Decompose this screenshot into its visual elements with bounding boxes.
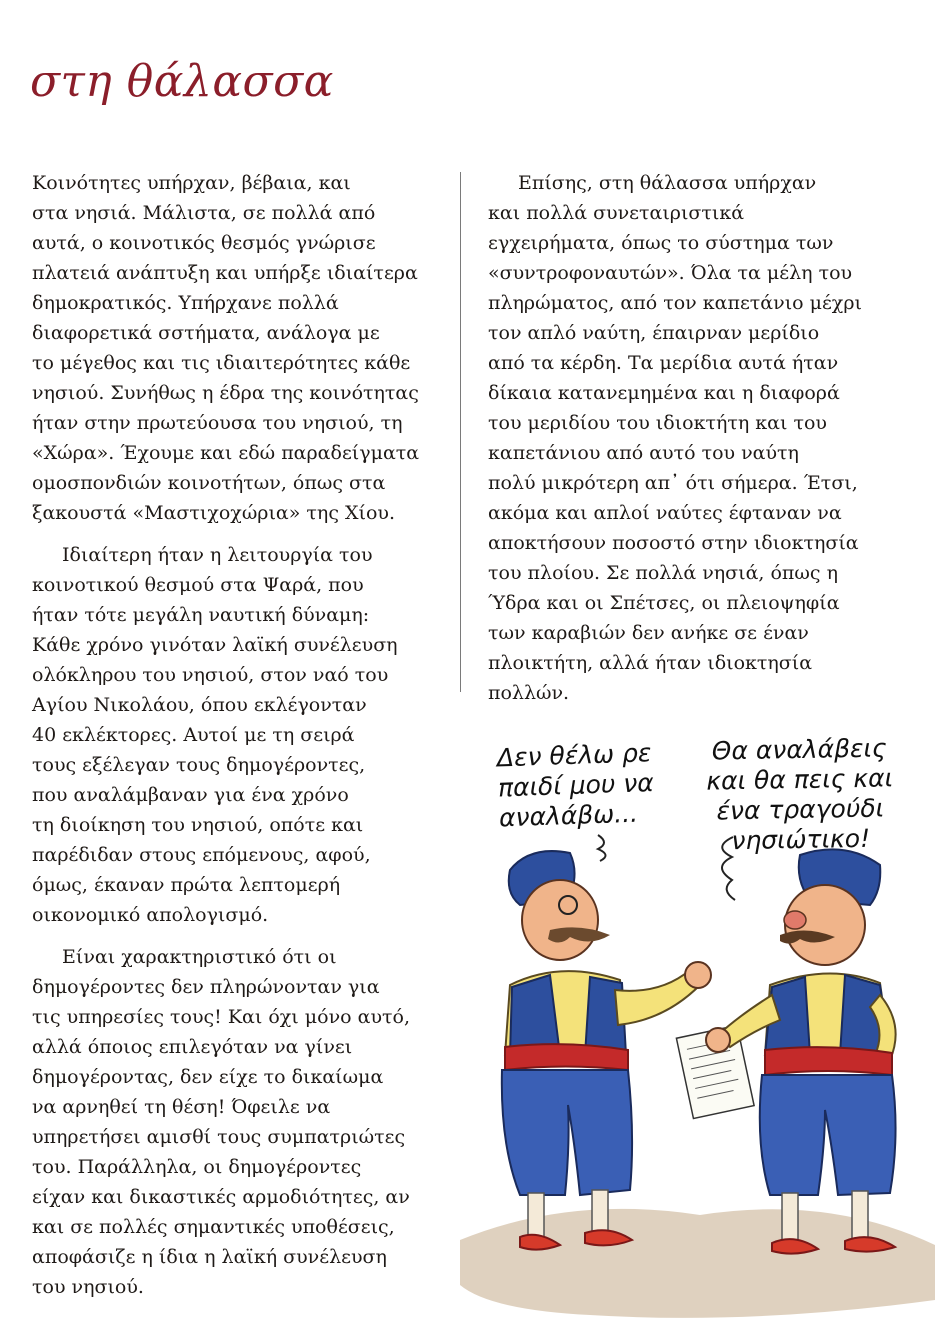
text-line: Ύδρα και οι Σπέτσες, οι πλειοψηφία [488, 592, 840, 614]
left-leg-2 [592, 1190, 608, 1235]
text-line: δίκαια κατανεμημένα και η διαφορά [488, 382, 840, 404]
left-speech-tail [598, 835, 606, 861]
bubble-line: αναλάβω... [498, 798, 639, 833]
right-nose [784, 911, 806, 929]
text-line: πλατειά ανάπτυξη και υπήρξε ιδιαίτερα [32, 262, 418, 284]
text-line: ξακουστά «Μαστιχοχώρια» της Χίου. [32, 502, 396, 524]
text-line: Επίσης, στη θάλασσα υπήρχαν [518, 172, 817, 194]
paragraph-1 [488, 168, 908, 708]
text-line: Κοινότητες υπήρχαν, βέβαια, και [32, 172, 351, 194]
text-line: που αναλάμβαναν για ένα χρόνο [32, 784, 349, 806]
paragraph-2 [32, 540, 442, 930]
text-line: παρέδιδαν στους επόμενους, αφού, [32, 844, 371, 866]
text-line: ήταν στην πρωτεύουσα του νησιού, τη [32, 412, 403, 434]
text-line: δημοκρατικός. Υπήρχανε πολλά [32, 292, 339, 314]
left-head [522, 880, 598, 960]
text-line: από τα κέρδη. Τα μερίδια αυτά ήταν [488, 352, 839, 374]
text-line: πληρώματος, από τον καπετάνιο μέχρι [488, 292, 862, 314]
text-line: και σε πολλές σημαντικές υποθέσεις, [32, 1216, 395, 1238]
text-line: διαφορετικά σστήματα, ανάλογα με [32, 322, 380, 344]
right-sash [765, 1047, 892, 1075]
text-line: τη διοίκηση του νησιού, οπότε και [32, 814, 364, 836]
text-line: όμως, έκαναν πρώτα λεπτομερή [32, 874, 341, 896]
text-line: Αγίου Νικολάου, όπου εκλέγονταν [32, 694, 367, 716]
text-line: νησιού. Συνήθως η έδρα της κοινότητας [32, 382, 419, 404]
text-line: των καραβιών δεν ανήκε σε έναν [488, 622, 809, 644]
left-column [32, 168, 442, 1302]
paragraph-1 [32, 168, 442, 528]
text-line: το μέγεθος και τις ιδιαιτερότητες κάθε [32, 352, 411, 374]
text-line: αυτά, ο κοινοτικός θεσμός γνώρισε [32, 232, 376, 254]
text-line: του νησιού. [32, 1276, 144, 1298]
text-line: του μεριδίου του ιδιοκτήτη και του [488, 412, 827, 434]
text-line: Είναι χαρακτηριστικό ότι οι [62, 946, 337, 968]
right-column [488, 168, 908, 708]
right-leg-2 [852, 1191, 868, 1241]
bubble-line: ένα τραγούδι [716, 793, 885, 826]
text-line: δημογέροντας, δεν είχε το δικαίωμα [32, 1066, 384, 1088]
text-line: Κάθε χρόνο γινόταν λαϊκή συνέλευση [32, 634, 398, 656]
text-line: καπετάνιου από αυτό του ναύτη [488, 442, 799, 464]
bubble-line: Θα αναλάβεις [711, 733, 887, 766]
text-line: στα νησιά. Μάλιστα, σε πολλά από [32, 202, 376, 224]
left-leg-1 [528, 1193, 544, 1238]
left-sash [505, 1044, 628, 1070]
text-line: πολλών. [488, 682, 570, 704]
text-line: ακόμα και απλοί ναύτες έφταναν να [488, 502, 842, 524]
text-line: ομοσπονδιών κοινοτήτων, όπως στα [32, 472, 386, 494]
column-divider [460, 172, 461, 692]
text-line: πολύ μικρότερη απ᾽ ότι σήμερα. Έτσι, [488, 472, 858, 494]
text-line: τον απλό ναύτη, έπαιρναν μερίδιο [488, 322, 820, 344]
text-line: να αρνηθεί τη θέση! Όφειλε να [32, 1096, 331, 1118]
text-line: κοινοτικού θεσμού στα Ψαρά, που [32, 574, 364, 596]
text-line: ολόκληρου του νησιού, στον ναό του [32, 664, 389, 686]
text-line: εγχειρήματα, όπως το σύστημα των [488, 232, 834, 254]
paragraph-3 [32, 942, 442, 1302]
text-line: τις υπηρεσίες τους! Και όχι μόνο αυτό, [32, 1006, 410, 1028]
text-line: του πλοίου. Σε πολλά νησιά, όπως η [488, 562, 838, 584]
bubble-line: και θα πεις και [706, 763, 894, 796]
text-line: Ιδιαίτερη ήταν η λειτουργία του [62, 544, 373, 566]
right-hand [706, 1028, 730, 1052]
text-line: και πολλά συνεταιριστικά [488, 202, 745, 224]
text-line: δημογέροντες δεν πληρώνονταν για [32, 976, 380, 998]
left-vest [510, 975, 560, 1055]
right-pants [760, 1075, 896, 1195]
text-line: είχαν και δικαστικές αρμοδιότητες, αν [32, 1186, 410, 1208]
bubble-line: Δεν θέλω ρε [496, 738, 652, 773]
right-leg-1 [782, 1193, 798, 1243]
right-speech-bubble [689, 733, 911, 857]
bubble-line: παιδί μου να [497, 768, 655, 803]
text-line: αλλά όποιος επιλεγόταν να γίνει [32, 1036, 353, 1058]
text-line: «συντροφοναυτών». Όλα τα μέλη του [488, 262, 853, 284]
left-speech-bubble [496, 737, 699, 834]
left-pants [502, 1070, 632, 1195]
text-line: «Χώρα». Έχουμε και εδώ παραδείγματα [32, 442, 420, 464]
text-line: αποφάσιζε η ίδια η λαϊκή συνέλευση [32, 1246, 387, 1268]
text-line: του. Παράλληλα, οι δημογέροντες [32, 1156, 362, 1178]
text-line: πλοικτήτη, αλλά ήταν ιδιοκτησία [488, 652, 813, 674]
bubble-line: νησιώτικο! [731, 823, 871, 856]
left-moustache [548, 927, 610, 942]
text-line: αποκτήσουν ποσοστό στην ιδιοκτησία [488, 532, 859, 554]
text-line: 40 εκλέκτορες. Αυτοί με τη σειρά [32, 724, 355, 746]
text-line: ήταν τότε μεγάλη ναυτική δύναμη: [32, 604, 370, 626]
text-line: τους εξέλεγαν τους δημογέροντες, [32, 754, 366, 776]
text-line: υπηρετήσει αμισθί τους συμπατριώτες [32, 1126, 406, 1148]
text-line: οικονομικό απολογισμό. [32, 904, 269, 926]
left-hand [685, 962, 711, 988]
page-title: στη θάλασσα [30, 56, 334, 107]
